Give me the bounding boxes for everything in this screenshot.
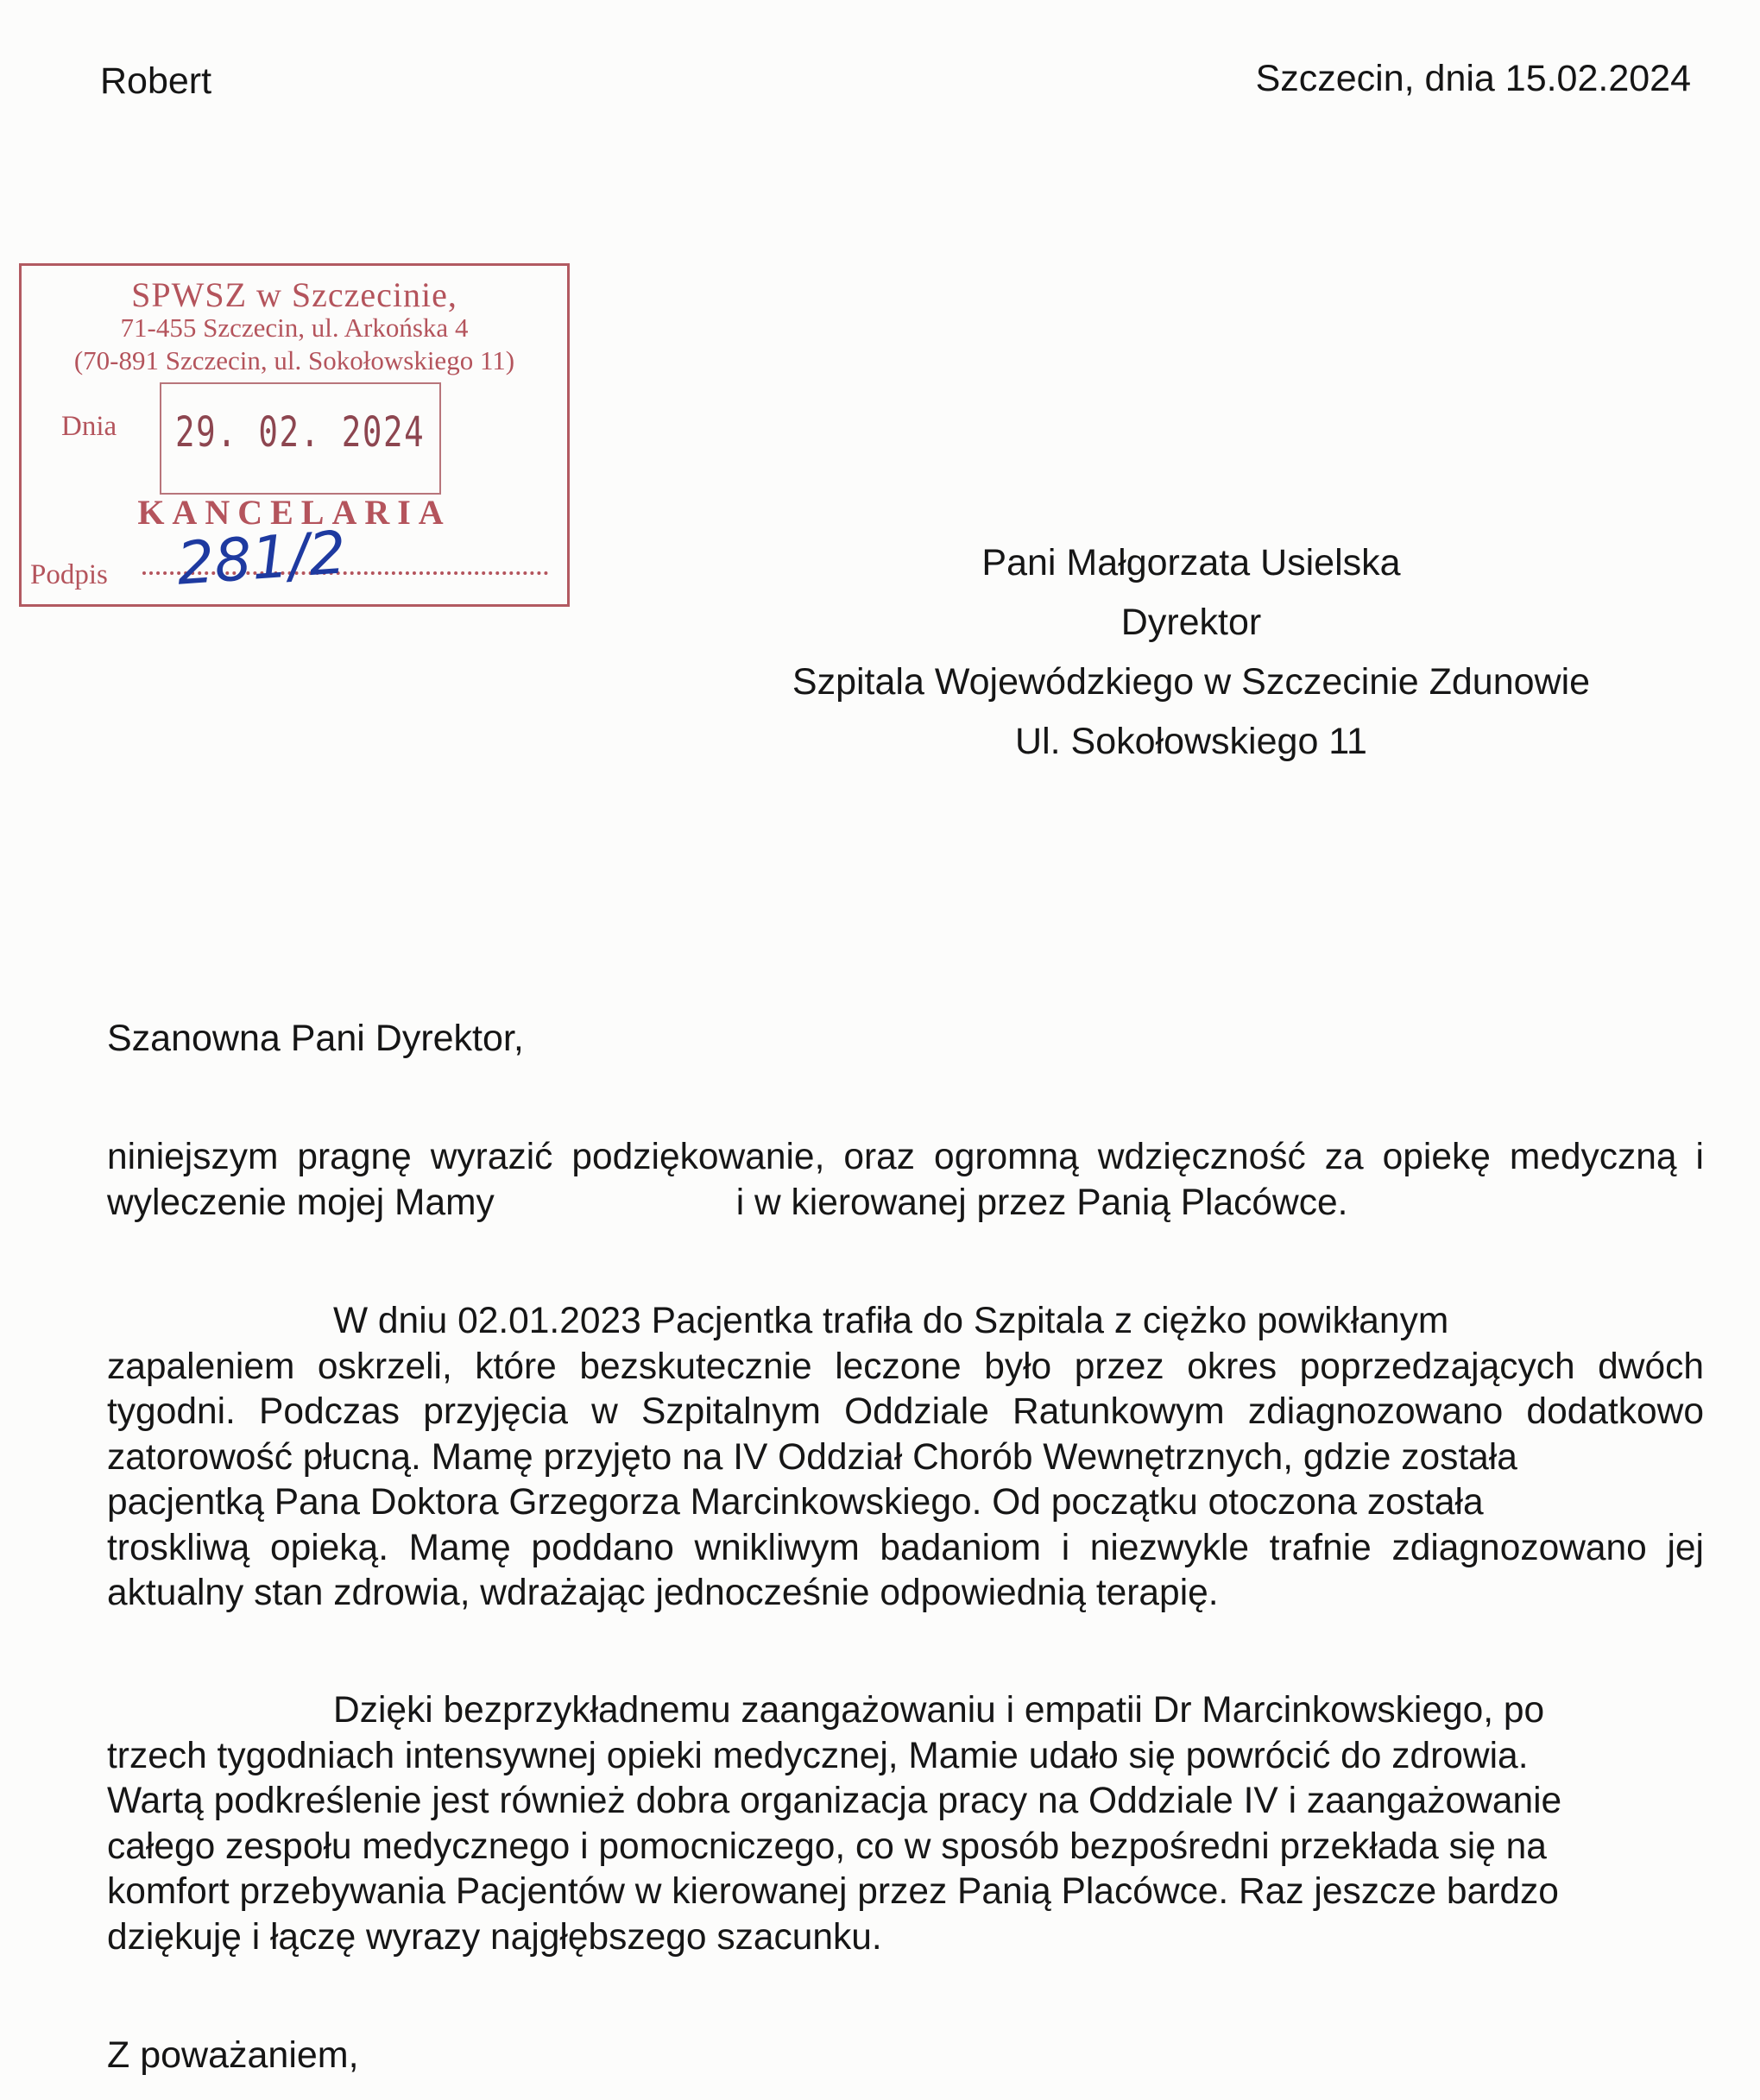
stamp-signature-label: Podpis <box>30 559 108 590</box>
paragraph-line: pacjentką Pana Doktora Grzegorza Marcinkowskiego. Od początku otoczona została <box>107 1482 1484 1523</box>
paragraph-admission <box>107 1299 1704 1617</box>
recipient-name: Pani Małgorzata Usielska <box>981 542 1401 583</box>
paragraph-line: Dzięki bezprzykładnemu zaangażowaniu i empatii Dr Marcinkowskiego, po <box>333 1690 1545 1731</box>
stamp-institution: SPWSZ w Szczecinie, <box>131 275 457 314</box>
registry-stamp <box>19 263 570 607</box>
paragraph-line: zatorowość płucną. Mamę przyjęto na IV Oddział Chorób Wewnętrznych, gdzie została <box>107 1436 1517 1478</box>
paragraph-line: aktualny stan zdrowia, wdrażając jednocześnie odpowiednią terapię. <box>107 1573 1219 1613</box>
recipient-block <box>760 533 1623 772</box>
closing: Z poważaniem, <box>107 2034 359 2076</box>
stamp-date-label: Dnia <box>61 411 117 442</box>
paragraph-line: zapaleniem oskrzeli, które bezskutecznie leczone było przez okres poprzedzających dwóch <box>107 1346 1704 1387</box>
stamp-date-value: 29. 02. 2024 <box>175 408 426 457</box>
recipient-institution: Szpitala Wojewódzkiego w Szczecinie Zdunowie <box>792 661 1591 703</box>
paragraph-line: komfort przebywania Pacjentów w kierowanej przez Panią Placówce. Raz jeszcze bardzo <box>107 1871 1559 1912</box>
intro-line-2-end: i w kierowanej przez Panią Placówce. <box>735 1182 1348 1223</box>
stamp-address-2: (70-891 Szczecin, ul. Sokołowskiego 11) <box>73 345 515 375</box>
sender-name: Robert <box>100 60 212 102</box>
place-and-date: Szczecin, dnia 15.02.2024 <box>1255 58 1691 99</box>
paragraph-line: Wartą podkreślenie jest również dobra organizacja pracy na Oddziale IV i zaangażowanie <box>107 1781 1562 1821</box>
stamp-office: KANCELARIA <box>137 493 451 532</box>
paragraph-line: dziękuję i łączę wyrazy najgłębszego szacunku. <box>107 1916 882 1958</box>
recipient-address: Ul. Sokołowskiego 11 <box>1015 721 1367 762</box>
paragraph-line: W dniu 02.01.2023 Pacjentka trafiła do Szpitala z ciężko powikłanym <box>333 1301 1449 1341</box>
intro-paragraph <box>107 1135 1704 1226</box>
intro-line-2 <box>107 1181 1704 1227</box>
paragraph-line: tygodni. Podczas przyjęcia w Szpitalnym Oddziale Ratunkowym zdiagnozowano dodatkowo <box>107 1391 1704 1432</box>
paragraph-line: całego zespołu medycznego i pomocniczego, co w sposób bezpośredni przekłada się na <box>107 1826 1547 1867</box>
stamp-address-1: 71-455 Szczecin, ul. Arkońska 4 <box>120 312 469 343</box>
paragraph-thanks <box>107 1688 1704 1960</box>
recipient-title: Dyrektor <box>1120 602 1262 643</box>
greeting: Szanowna Pani Dyrektor, <box>107 1018 524 1059</box>
paragraph-line: troskliwą opieką. Mamę poddano wnikliwym badaniom i niezwykle trafnie zdiagnozowano jej <box>107 1527 1704 1568</box>
paragraph-line: trzech tygodniach intensywnej opieki medycznej, Mamie udało się powrócić do zdrowia. <box>107 1735 1529 1776</box>
handwritten-registry-number: 281/2 <box>174 519 349 599</box>
intro-line-2-start: wyleczenie mojej Mamy <box>107 1182 495 1223</box>
intro-line-1: niniejszym pragnę wyrazić podziękowanie, oraz ogromną wdzięczność za opiekę medyczną i <box>107 1137 1704 1177</box>
